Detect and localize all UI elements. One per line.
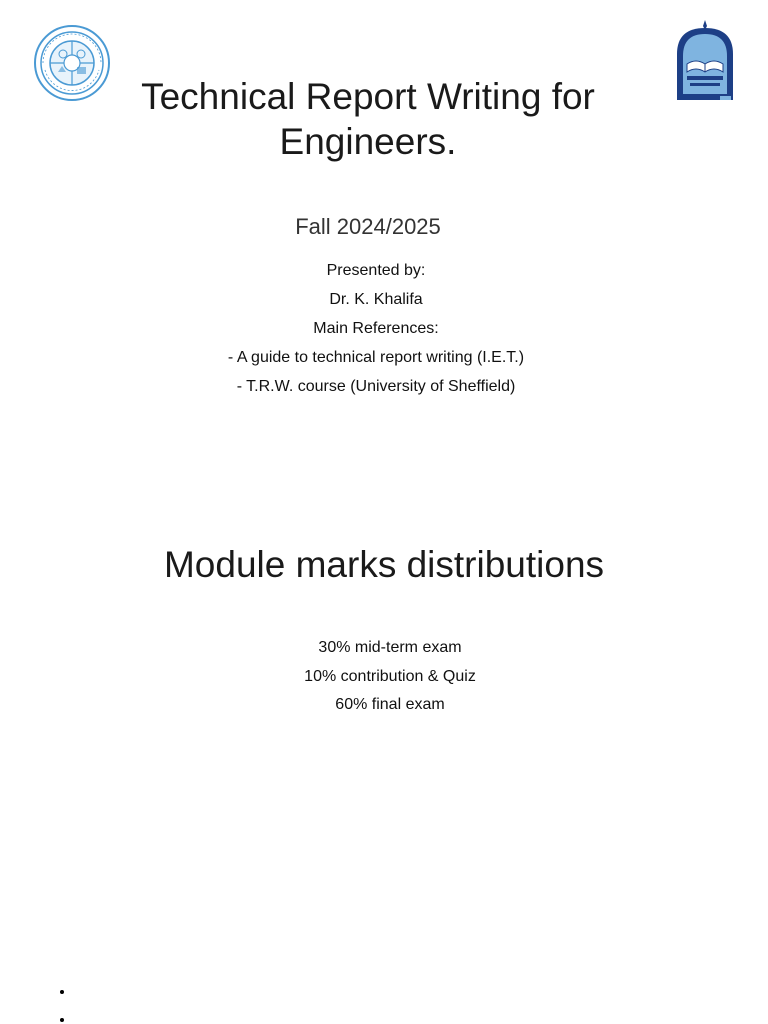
- bullet-dot-icon: [58, 988, 66, 996]
- bullet-dot-icon: [58, 1016, 66, 1024]
- marks-item: 30% mid-term exam: [318, 639, 462, 656]
- marks-item: 60% final exam: [335, 696, 445, 713]
- reference-item: - A guide to technical report writing (I.E.T.): [227, 349, 525, 366]
- reference-item: - T.R.W. course (University of Sheffield): [236, 378, 516, 395]
- page-title: Technical Report Writing for Engineers.: [141, 76, 595, 162]
- presenter-name: Dr. K. Khalifa: [329, 291, 423, 308]
- marks-section-title: Module marks distributions: [163, 544, 605, 585]
- semester-label: Fall 2024/2025: [295, 214, 441, 239]
- marks-list: [240, 634, 540, 720]
- marks-item: 10% contribution & Quiz: [304, 667, 476, 685]
- presenter-info: [150, 256, 602, 401]
- university-logo-icon: [674, 18, 736, 102]
- references-label: Main References:: [313, 320, 439, 337]
- presented-by-label: Presented by:: [326, 262, 426, 279]
